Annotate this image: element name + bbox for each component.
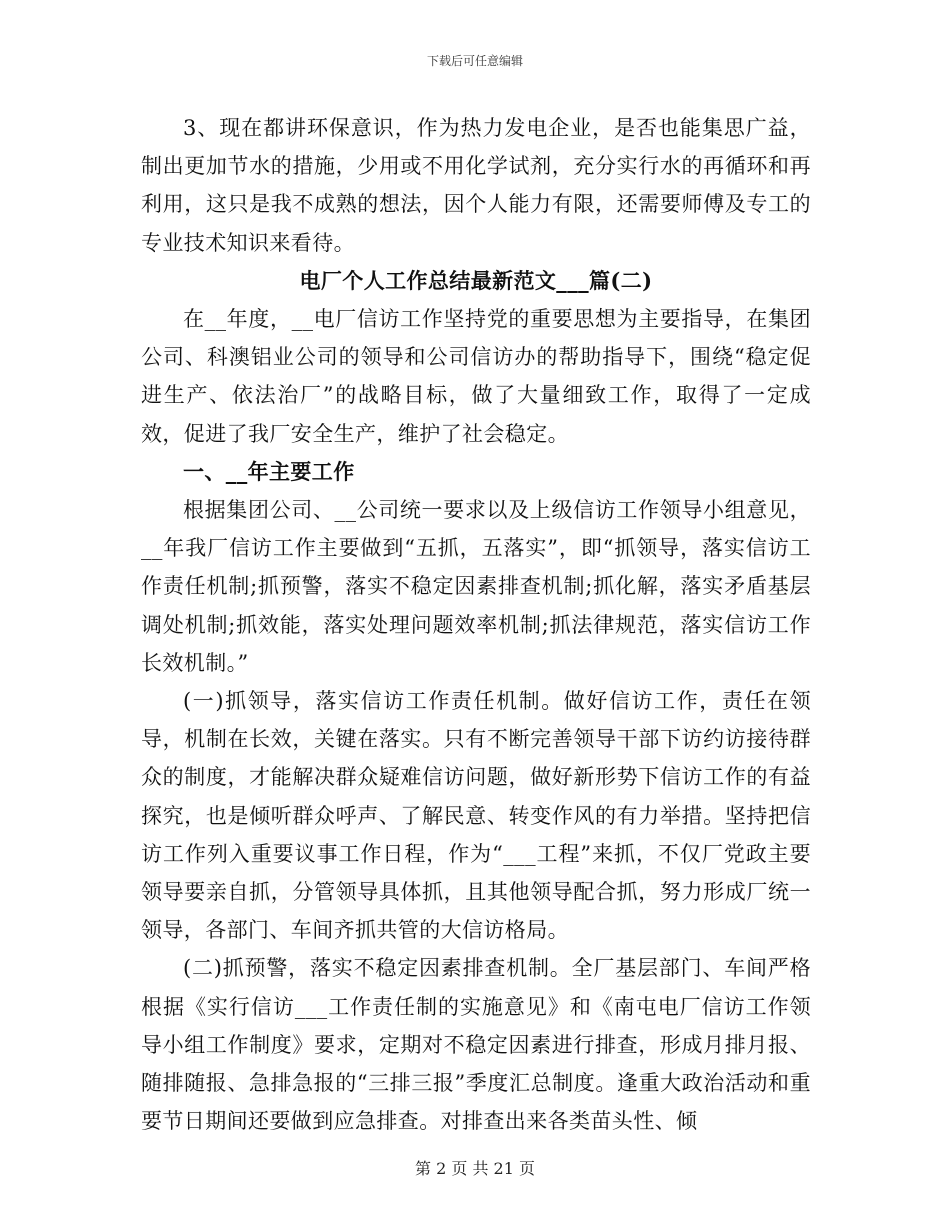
- body-paragraph: 3、现在都讲环保意识，作为热力发电企业，是否也能集思广益，制出更加节水的措施，少用或不用化学试剂，充分实行水的再循环和再利用，这只是我不成熟的想法，因个人能力有限，还需要师傅及专工的专业技术知识来看待。: [141, 116, 811, 255]
- section-heading: 一、__年主要工作: [183, 458, 355, 484]
- body-paragraph: (二)抓预警，落实不稳定因素排查机制。全厂基层部门、车间严格根据《实行信访___工作责任制的实施意见》和《南屯电厂信访工作领导小组工作制度》要求，定期对不稳定因素进行排查，形成月排月报、随排随报、急排急报的“三排三报”季度汇总制度。逢重大政治活动和重要节日期间还要做到应急排查。对排查出来各类苗头性、倾: [141, 956, 811, 1134]
- body-paragraph: 在__年度，__电厂信访工作坚持党的重要思想为主要指导，在集团公司、科澳铝业公司的领导和公司信访办的帮助指导下，围绕“稳定促进生产、依法治厂”的战略目标，做了大量细致工作，取得了一定成效，促进了我厂安全生产，维护了社会稳定。: [141, 307, 811, 446]
- body-paragraph: 根据集团公司、__公司统一要求以及上级信访工作领导小组意见，__年我厂信访工作主要做到“五抓，五落实”，即“抓领导，落实信访工作责任机制;抓预警，落实不稳定因素排查机制;抓化解，落实矛盾基层调处机制;抓效能，落实处理问题效率机制;抓法律规范，落实信访工作长效机制。”: [141, 498, 811, 675]
- page-number-footer: 第 2 页 共 21 页: [415, 1159, 535, 1178]
- section-title: 电厂个人工作总结最新范文___篇(二): [299, 267, 653, 293]
- body-paragraph: (一)抓领导，落实信访工作责任机制。做好信访工作，责任在领导，机制在长效，关键在落实。只有不断完善领导干部下访约访接待群众的制度，才能解决群众疑难信访问题，做好新形势下信访工作的有益探究，也是倾听群众呼声、了解民意、转变作风的有力举措。坚持把信访工作列入重要议事工作日程，作为“___工程”来抓，不仅厂党政主要领导要亲自抓，分管领导具体抓，且其他领导配合抓，努力形成厂统一领导，各部门、车间齐抓共管的大信访格局。: [141, 689, 811, 943]
- document-body: [141, 109, 811, 1140]
- page-header-note: 下载后可任意编辑: [426, 54, 523, 68]
